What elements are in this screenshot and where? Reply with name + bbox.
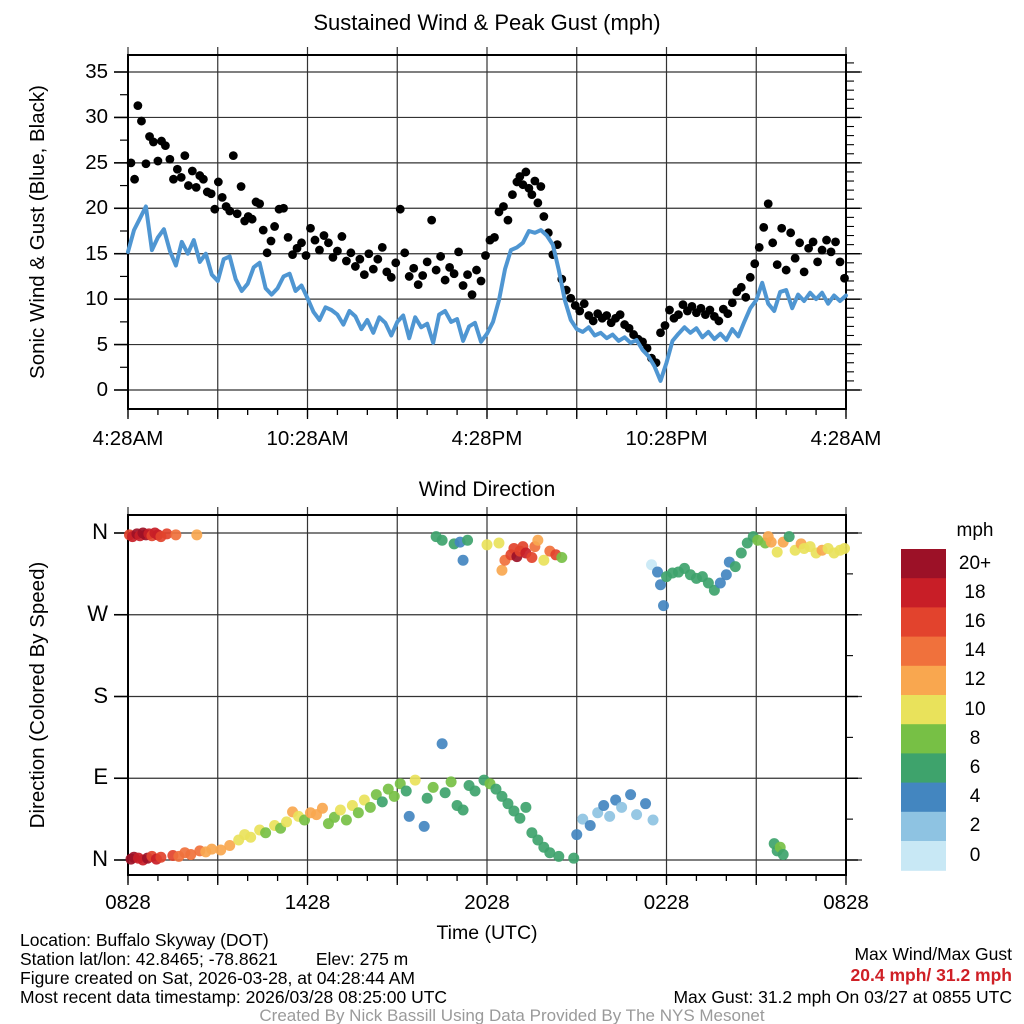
peak-gust-dot xyxy=(589,317,598,326)
peak-gust-dot xyxy=(199,175,208,184)
peak-gust-dot xyxy=(311,236,320,245)
peak-gust-dot xyxy=(454,247,463,256)
peak-gust-dot xyxy=(130,175,139,184)
peak-gust-dot xyxy=(315,246,324,255)
top-chart-title: Sustained Wind & Peak Gust (mph) xyxy=(313,10,661,35)
peak-gust-dot xyxy=(575,307,584,316)
colorbar-title: mph xyxy=(956,520,994,541)
footer-station: Station lat/lon: 42.8465; -78.8621 xyxy=(20,949,278,969)
peak-gust-dot xyxy=(809,238,818,247)
peak-gust-dot xyxy=(214,178,223,187)
peak-gust-dot xyxy=(463,270,472,279)
wind-direction-dot xyxy=(437,738,448,749)
wind-direction-dot xyxy=(496,565,507,576)
wind-direction-dot xyxy=(404,811,415,822)
wind-direction-dot xyxy=(520,802,531,813)
wind-direction-dot xyxy=(437,535,448,546)
peak-gust-dot xyxy=(459,281,468,290)
peak-gust-dot xyxy=(822,236,831,245)
wind-direction-dot xyxy=(648,815,659,826)
top-x-tick-label: 4:28PM xyxy=(451,427,523,450)
wind-direction-dot xyxy=(281,816,292,827)
peak-gust-dot xyxy=(324,238,333,247)
wind-direction-dot xyxy=(598,800,609,811)
peak-gust-dot xyxy=(409,264,418,273)
footer-elev: Elev: 275 m xyxy=(315,949,409,969)
bottom-x-tick-label: 0228 xyxy=(643,891,690,914)
wind-direction-dot xyxy=(514,813,525,824)
peak-gust-dot xyxy=(723,309,732,318)
peak-gust-dot xyxy=(499,202,508,211)
peak-gust-dot xyxy=(580,299,589,308)
peak-gust-dot xyxy=(263,248,272,257)
wind-direction-dot xyxy=(440,787,451,798)
peak-gust-dot xyxy=(355,255,364,264)
wind-direction-dot xyxy=(377,796,388,807)
wind-direction-dot xyxy=(532,535,543,546)
peak-gust-dot xyxy=(782,266,791,275)
direction-tick-label: E xyxy=(93,764,108,790)
wind-direction-dot xyxy=(553,851,564,862)
peak-gust-dot xyxy=(218,193,227,202)
peak-gust-dot xyxy=(378,243,387,252)
peak-gust-dot xyxy=(248,215,257,224)
wind-direction-dot xyxy=(526,552,537,563)
colorbar-label: 18 xyxy=(964,581,986,603)
top-y-tick-label: 25 xyxy=(85,150,108,174)
max-wind-gust-values: 20.4 mph/ 31.2 mph xyxy=(850,965,1012,985)
peak-gust-dot xyxy=(338,232,347,241)
peak-gust-dot xyxy=(795,238,804,247)
direction-tick-label: W xyxy=(87,600,108,626)
peak-gust-dot xyxy=(161,141,170,150)
peak-gust-dot xyxy=(225,207,234,216)
peak-gust-dot xyxy=(405,272,414,281)
peak-gust-dot xyxy=(414,280,423,289)
top-y-tick-label: 0 xyxy=(96,378,108,401)
wind-direction-dot xyxy=(419,821,430,832)
peak-gust-dot xyxy=(813,257,822,266)
peak-gust-dot xyxy=(737,283,746,292)
top-x-tick-label: 10:28AM xyxy=(266,427,349,450)
wind-direction-dot xyxy=(482,539,493,550)
peak-gust-dot xyxy=(840,274,849,283)
peak-gust-dot xyxy=(616,310,625,319)
bottom-x-tick-label: 0828 xyxy=(823,891,869,914)
wind-direction-dot xyxy=(778,849,789,860)
peak-gust-dot xyxy=(533,198,542,207)
wind-direction-dot xyxy=(766,537,777,548)
peak-gust-dot xyxy=(741,293,750,302)
colorbar-label: 14 xyxy=(964,640,986,662)
peak-gust-dot xyxy=(149,138,158,147)
colorbar-label: 20+ xyxy=(958,552,992,574)
peak-gust-dot xyxy=(759,223,768,232)
peak-gust-dot xyxy=(665,306,674,315)
wind-direction-dot xyxy=(341,815,352,826)
wind-direction-dot xyxy=(616,802,627,813)
peak-gust-dot xyxy=(142,159,151,168)
peak-gust-dot xyxy=(391,258,400,267)
peak-gust-dot xyxy=(373,255,382,264)
top-y-tick-label: 15 xyxy=(85,241,108,265)
footer-recent: Most recent data timestamp: 2026/03/28 08:25:00 UTC xyxy=(20,987,448,1007)
top-x-tick-label: 10:28PM xyxy=(625,427,708,450)
wind-direction-dot xyxy=(458,805,469,816)
wind-direction-dot xyxy=(556,552,567,563)
top-y-tick-label: 35 xyxy=(85,60,108,83)
wind-direction-dot xyxy=(245,832,256,843)
peak-gust-dot xyxy=(351,262,360,271)
peak-gust-dot xyxy=(436,252,445,261)
colorbar-label: 10 xyxy=(964,698,986,720)
wind-direction-dot xyxy=(625,789,636,800)
peak-gust-dot xyxy=(527,190,536,199)
peak-gust-dot xyxy=(661,321,670,330)
wind-direction-dot xyxy=(585,820,596,831)
top-y-tick-label: 20 xyxy=(85,196,108,220)
peak-gust-dot xyxy=(714,317,723,326)
wind-direction-dot xyxy=(191,529,202,540)
peak-gust-dot xyxy=(477,277,486,286)
peak-gust-dot xyxy=(468,290,477,299)
peak-gust-dot xyxy=(297,238,306,247)
credit-line: Created By Nick Bassill Using Data Provided By The NYS Mesonet xyxy=(259,1006,765,1024)
bottom-x-tick-label: 0828 xyxy=(105,891,151,914)
peak-gust-dot xyxy=(441,276,450,285)
peak-gust-dot xyxy=(674,310,683,319)
peak-gust-dot xyxy=(360,270,369,279)
footer-created: Figure created on Sat, 2026-03-28, at 04:28:44 AM xyxy=(20,968,415,988)
wind-direction-dot xyxy=(365,802,376,813)
footer-location: Location: Buffalo Skyway (DOT) xyxy=(20,930,269,950)
peak-gust-dot xyxy=(490,233,499,242)
peak-gust-dot xyxy=(192,183,201,192)
direction-tick-label: N xyxy=(92,846,108,871)
peak-gust-dot xyxy=(302,251,311,260)
peak-gust-dot xyxy=(387,273,396,282)
peak-gust-dot xyxy=(566,294,575,303)
peak-gust-dot xyxy=(536,182,545,191)
wind-direction-dot xyxy=(571,829,582,840)
max-wind-gust-label: Max Wind/Max Gust xyxy=(854,944,1012,964)
peak-gust-dot xyxy=(169,175,178,184)
peak-gust-dot xyxy=(233,209,242,218)
bottom-chart-title: Wind Direction xyxy=(418,478,556,501)
peak-gust-dot xyxy=(133,101,142,110)
wind-direction-dot xyxy=(470,785,481,796)
colorbar-label: 8 xyxy=(969,727,981,749)
top-x-tick-label: 4:28AM xyxy=(92,427,164,450)
wind-direction-dot xyxy=(736,547,747,558)
wind-direction-dot xyxy=(462,535,473,546)
peak-gust-dot xyxy=(255,199,264,208)
peak-gust-dot xyxy=(173,165,182,174)
direction-tick-label: N xyxy=(92,519,108,544)
bottom-x-tick-label: 1428 xyxy=(284,891,331,914)
colorbar-label: 4 xyxy=(969,786,981,808)
direction-tick-label: S xyxy=(93,682,108,708)
peak-gust-dot xyxy=(427,216,436,225)
peak-gust-dot xyxy=(177,173,186,182)
bottom-chart-ylabel: Direction (Colored By Speed) xyxy=(26,561,49,829)
wind-direction-dot xyxy=(401,785,412,796)
peak-gust-dot xyxy=(165,155,174,164)
peak-gust-dot xyxy=(184,181,193,190)
peak-gust-dot xyxy=(364,249,373,258)
footer-station-line xyxy=(20,949,408,970)
peak-gust-dot xyxy=(773,260,782,269)
colorbar-label: 0 xyxy=(969,844,981,866)
peak-gust-dot xyxy=(481,251,490,260)
wind-direction-dot xyxy=(335,805,346,816)
top-y-tick-label: 5 xyxy=(96,332,108,356)
peak-gust-dot xyxy=(237,182,246,191)
peak-gust-dot xyxy=(127,158,136,167)
peak-gust-dot xyxy=(764,199,773,208)
wind-direction-dot xyxy=(410,775,421,786)
wind-direction-dot xyxy=(772,547,783,558)
peak-gust-dot xyxy=(831,238,840,247)
colorbar-label: 2 xyxy=(969,815,981,837)
peak-gust-dot xyxy=(346,248,355,257)
wind-direction-dot xyxy=(260,827,271,838)
wind-direction-dot xyxy=(446,776,457,787)
wind-direction-dot xyxy=(631,809,642,820)
peak-gust-dot xyxy=(279,204,288,213)
peak-gust-dot xyxy=(791,254,800,263)
peak-gust-dot xyxy=(154,157,163,166)
wind-direction-dot xyxy=(428,782,439,793)
wind-direction-dot xyxy=(493,537,504,548)
bottom-x-tick-label: 2028 xyxy=(464,891,510,914)
wind-direction-dot xyxy=(721,569,732,580)
peak-gust-dot xyxy=(369,265,378,274)
wind-direction-dot xyxy=(604,811,615,822)
peak-gust-dot xyxy=(777,224,786,233)
top-y-tick-label: 30 xyxy=(85,105,108,129)
x-axis-label: Time (UTC) xyxy=(436,922,538,944)
peak-gust-dot xyxy=(207,189,216,198)
peak-gust-dot xyxy=(800,267,809,276)
wind-direction-dot xyxy=(784,531,795,542)
peak-gust-dot xyxy=(768,238,777,247)
wind-direction-dot xyxy=(730,561,741,572)
wind-direction-dot xyxy=(317,803,328,814)
top-chart-ylabel: Sonic Wind & Gust (Blue, Black) xyxy=(26,85,49,379)
wind-direction-dot xyxy=(640,798,651,809)
peak-gust-dot xyxy=(472,266,481,275)
peak-gust-dot xyxy=(137,117,146,126)
peak-gust-dot xyxy=(508,190,517,199)
peak-gust-dot xyxy=(210,205,219,214)
peak-gust-dot xyxy=(342,257,351,266)
peak-gust-dot xyxy=(836,257,845,266)
peak-gust-dot xyxy=(602,311,611,320)
peak-gust-dot xyxy=(320,231,329,240)
peak-gust-dot xyxy=(180,151,189,160)
peak-gust-dot xyxy=(423,257,432,266)
colorbar-label: 12 xyxy=(964,669,986,691)
wind-direction-dot xyxy=(538,555,549,566)
wind-direction-dot xyxy=(170,529,181,540)
peak-gust-dot xyxy=(450,269,459,278)
wind-direction-dot xyxy=(422,793,433,804)
wind-direction-dot xyxy=(458,555,469,566)
peak-gust-dot xyxy=(284,233,293,242)
colorbar-label: 16 xyxy=(964,611,986,632)
peak-gust-dot xyxy=(755,243,764,252)
wind-direction-dot xyxy=(658,600,669,611)
peak-gust-dot xyxy=(396,205,405,214)
peak-gust-dot xyxy=(259,226,268,235)
peak-gust-dot xyxy=(656,328,665,337)
wind-direction-dot xyxy=(353,807,364,818)
peak-gust-dot xyxy=(267,237,276,246)
peak-gust-dot xyxy=(333,247,342,256)
peak-gust-dot xyxy=(270,222,279,231)
top-x-tick-label: 4:28AM xyxy=(810,427,882,450)
peak-gust-dot xyxy=(746,273,755,282)
wind-direction-dot xyxy=(839,543,850,554)
max-gust-detail: Max Gust: 31.2 mph On 03/27 at 0855 UTC xyxy=(673,987,1012,1007)
peak-gust-dot xyxy=(786,228,795,237)
top-y-tick-label: 10 xyxy=(85,287,108,311)
peak-gust-dot xyxy=(818,246,827,255)
wind-direction-dot xyxy=(568,853,579,864)
peak-gust-dot xyxy=(728,298,737,307)
peak-gust-dot xyxy=(539,212,548,221)
peak-gust-dot xyxy=(229,151,238,160)
wind-direction-dot xyxy=(389,791,400,802)
peak-gust-dot xyxy=(400,248,409,257)
peak-gust-dot xyxy=(504,216,513,225)
peak-gust-dot xyxy=(521,168,530,177)
peak-gust-dot xyxy=(306,224,315,233)
wind-direction-dot xyxy=(155,852,166,863)
peak-gust-dot xyxy=(418,271,427,280)
peak-gust-dot xyxy=(432,266,441,275)
peak-gust-dot xyxy=(750,259,759,268)
peak-gust-dot xyxy=(827,247,836,256)
colorbar-label: 6 xyxy=(969,757,981,778)
peak-gust-dot xyxy=(188,167,197,176)
